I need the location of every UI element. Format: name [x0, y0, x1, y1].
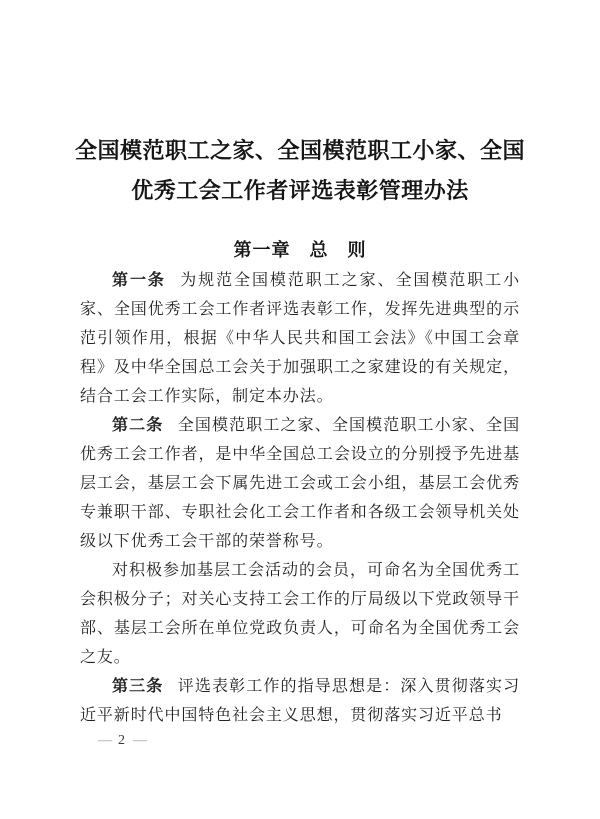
article-2-text: 全国模范职工之家、全国模范职工小家、全国优秀工会工作者，是中华全国总工会设立的分别授予先进基层工会，基层工会下属先进工会或工会小组，基层工会优秀专兼职干部、专职社会化工会工作者和各级工会领导机关处级以下优秀工会干部的荣誉称号。: [80, 417, 520, 550]
article-1-label: 第一条: [112, 272, 166, 289]
paragraph-article-2-continuation: [80, 556, 520, 672]
document-title-line-1: 全国模范职工之家、全国模范职工小家、全国: [74, 138, 525, 163]
document-body: [80, 266, 520, 730]
article-3-label: 第三条: [112, 678, 164, 695]
paragraph-article-1: [80, 266, 520, 411]
page-number-dash-right: —: [133, 733, 147, 748]
document-title: [0, 131, 600, 211]
document-title-line-2: 优秀工会工作者评选表彰管理办法: [131, 178, 469, 203]
page-number-value: 2: [118, 733, 127, 748]
chapter-heading: 第一章 总 则: [233, 240, 367, 260]
paragraph-article-2: [80, 411, 520, 556]
page-number: [92, 733, 153, 749]
article-2-label: 第二条: [112, 417, 164, 434]
article-2-continuation-text: 对积极参加基层工会活动的会员，可命名为全国优秀工会积极分子；对关心支持工会工作的厅局级以下党政领导干部、基层工会所在单位党政负责人，可命名为全国优秀工会之友。: [80, 562, 520, 666]
article-3-text: 评选表彰工作的指导思想是：深入贯彻落实习近平新时代中国特色社会主义思想，贯彻落实习近平总书: [80, 678, 520, 724]
page-number-dash-left: —: [98, 733, 112, 748]
paragraph-article-3: [80, 672, 520, 730]
article-1-text: 为规范全国模范职工之家、全国模范职工小家、全国优秀工会工作者评选表彰工作，发挥先进典型的示范引领作用，根据《中华人民共和国工会法》《中国工会章程》及中华全国总工会关于加强职工之家建设的有关规定，结合工会工作实际，制定本办法。: [80, 272, 521, 405]
